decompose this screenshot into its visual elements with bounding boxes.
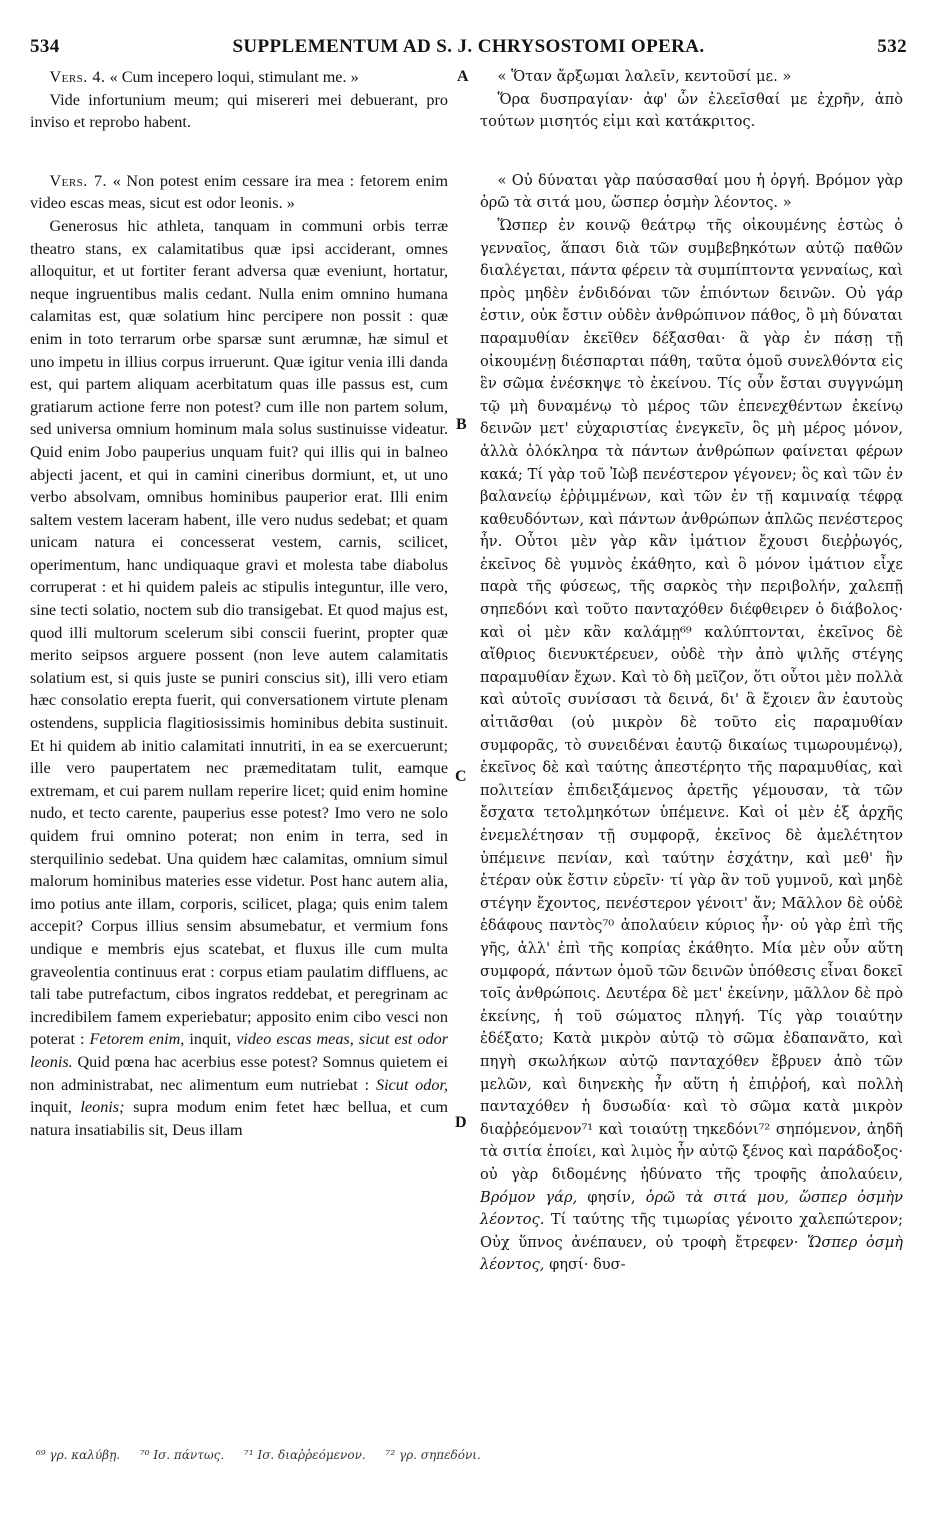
margin-letter-a: A xyxy=(457,68,469,85)
greek-vers7: « Οὐ δύναται γὰρ παύσασθαί μου ἡ ὀργή. Βρόμον γὰρ ὁρῶ τὰ σιτά μου, ὥσπερ ὀσμὴν λέοντος. » xyxy=(480,171,903,212)
page-number-right: 532 xyxy=(877,36,907,57)
latin-quote: leonis; xyxy=(80,1098,125,1117)
latin-body-text: Quid pœna hac acerbius esse potest? Somnus quietem ei non administrabat, nec alimentum eum nutriebat : xyxy=(30,1052,449,1094)
footnote: ⁷⁰ Ισ. πάντως. xyxy=(139,1448,225,1462)
vers-label: Vers. 4. xyxy=(49,68,106,86)
vers-quote: « Cum incepero loqui, stimulant me. » xyxy=(109,68,359,86)
latin-vers7 xyxy=(30,170,448,215)
greek-phesin: φησίν, xyxy=(587,1188,636,1206)
margin-letter-b: B xyxy=(456,416,467,433)
greek-body-text: φησί· δυσ- xyxy=(549,1256,626,1274)
greek-quote: ὁρῶ τὰ σιτά μου, ὥσπερ ὀσμὴν λέοντος. xyxy=(480,1188,903,1229)
latin-body-text: Generosus hic athleta, tanquam in communi orbis terræ theatro stans, ex calamitatibus quæ ipsi acciderant, omnes alloquitur, et ut fortiter ferant adversa quæ eveniunt, hortatur, neque ingruentibus malis cedant. Nulla enim omnino humana calamitas est, quæ solatium hinc percipere non possit : quæ enim in toto terrarum orbe sparsæ sunt ærumnæ, hæ simul et uno impetu in illius corpus irruerunt. Quæ igitur venia illi danda est, qui partem aliquam acerbitatum quas ille passus est, cum gratiarum actione ferre non potest? cum ille non partem solum, sed universa omnium hominum mala solus sustinuisse videatur. Quid enim Jobo pauperius unquam fuit? qui illis qui in balneo abjecti jacent, et qui in camini cineribus dormiunt, et, ut uno verbo absolvam, omnibus hominibus pauperior erat. Illi enim saltem vestem laceram habent, ille vero nudus sedebat; et quam unicam natura ei concesserat vestem, carnis, scilicet, operimentum, hanc undiquaque gravi et molesta tabe diabolus corruperat : et hi quidem paleis ac stipulis integuntur, ille vero, sine tecti solatio, noctem sub dio transigebat. Et quod majus est, quod illi multorum scelerum sibi conscii fuerint, propter quæ merito seipsos arguere possent (non leve autem calamitatis solatium est, si quis juste se puniri conscius sit), illi vero etiam hæc consolatio erepta fuerit, qui conversationem virtute plenam ostendens, supplicia flagitiosissimis hominibus debita sustinuit. Et hi quidem ab initio calamitati innutriti, in ea se exercuerunt; ille vero paupertatem nec præmeditatam tulit, eamque extremam, et cui parem nullam reperire licet; quid enim homine nudo, et tecto carente, pauperius esse potest? Imo vero ne solo quidem frui omnino poterat; non enim in terra, sed in sterquilinio sedebat. Una quidem hæc calamitas, omnium simul malorum hominibus materies esse videtur. Post hanc autem alia, imo potius ante illam, corporis, scilicet, plaga; quis enim talem accepit? Corpus illius sensim absumebatur, et vermium fons undique e membris ejus scatebat, et fluxus ille cum multa graveolentia continuus erat : corpus etiam paulatim diffluens, ac tali tabe putrefactum, cibos ingratos reddebat, et peregrinam ac incredibilem famem experiebatur; apposito enim cibo vesci non poterat : xyxy=(30,216,448,1049)
footnotes xyxy=(36,1448,891,1462)
latin-quote: Fetorem enim, xyxy=(89,1030,185,1049)
greek-quote: Ὥσπερ ὀσμὴ λέοντος, xyxy=(480,1233,903,1274)
running-title: SUPPLEMENTUM AD S. J. CHRYSOSTOMI OPERA. xyxy=(232,36,705,57)
greek-body-text: Τί ταύτης τῆς τιμωρίας γένοιτο χαλεπώτερον; Οὐχ ὕπνος ἀνέπαυεν, οὐ τροφὴ ἔτρεφεν· xyxy=(480,1211,903,1251)
latin-inquit: inquit, xyxy=(189,1030,232,1049)
footnote: ⁷² γρ. σηπεδόνι. xyxy=(385,1448,481,1462)
latin-inquit: inquit, xyxy=(30,1098,72,1117)
greek-column xyxy=(480,66,903,1277)
page-number-left: 534 xyxy=(30,36,60,57)
footnote: ⁶⁹ γρ. καλύβῃ. xyxy=(36,1448,121,1462)
latin-quote: video escas meas, sicut est odor leonis. xyxy=(30,1030,449,1071)
margin-letter-c: C xyxy=(455,768,467,785)
latin-body xyxy=(30,215,448,1141)
margin-letter-d: D xyxy=(455,1114,467,1131)
latin-quote: Sicut odor, xyxy=(375,1075,449,1094)
latin-vers4-comment: Vide infortunium meum; qui misereri mei debuerant, pro inviso et reprobo habent. xyxy=(30,90,448,132)
latin-vers4 xyxy=(30,66,448,89)
vers-label: Vers. 7. xyxy=(49,171,108,190)
latin-body-text: supra modum enim fetet hæc bellua, et cum natura insatiabilis sit, Deus illam xyxy=(30,1098,449,1139)
running-head xyxy=(30,36,907,60)
greek-vers4: « Ὅταν ἄρξωμαι λαλεῖν, κεντοῦσί με. » xyxy=(497,68,792,85)
greek-quote: Βρόμον γάρ, xyxy=(480,1188,578,1206)
latin-column xyxy=(30,66,448,1141)
footnote: ⁷¹ Ισ. διαῤῥεόμενον. xyxy=(244,1448,366,1462)
vers-quote: « Non potest enim cessare ira mea : fetorem enim video escas meas, sicut est odor leonis. » xyxy=(30,171,448,213)
greek-body-text: Ὥσπερ ἐν κοινῷ θεάτρῳ τῆς οἰκουμένης ἑστὼς ὁ γενναῖος, ἅπασι διὰ τῶν συμβεβηκότων αὐτῷ παθῶν διαλέγεται, πάντα φέρειν τὰ συμπίπτοντα γενναίως, καὶ πρὸς μηδὲν ἐνδιδόναι τῶν ἐπιόντων δεινῶν. Οὐ γάρ ἐστιν, οὐκ ἔστιν οὐδὲν ἀνθρώπινον πάθος, ὃ μὴ δύναται παραμυθίαν ἐκεῖθεν δέξασθαι· ἃ γὰρ ἐν πάσῃ τῇ οἰκουμένῃ διέσπαρται πάθη, ταῦτα ὁμοῦ συνελθόντα εἰς ἓν σῶμα ἐνέσκηψε τὸ ἐκείνου. Τίς οὖν ἔσται συγγνώμη τῷ μὴ δυναμένῳ τὸ μέρος τῶν ἐπενεχθέντων ἐκείνῳ δεινῶν μετ' εὐχαριστίας ἐνεγκεῖν, ὃς μὴ μέρος μόνον, ἀλλὰ ὁλόκληρα τὰ πάντων ἀνθρώπων φαίνεται φέρων κακά; Τί γὰρ τοῦ Ἰὼβ πενέστερον γέγονεν; ὃς καὶ τῶν ἐν βαλανείῳ ἐῤῥιμμένων, καὶ τῶν ἐν τῇ καμιναίᾳ τέφρᾳ καθευδόντων, καὶ πάντων ἀνθρώπων ἁπλῶς πενέστερος ἦν. Οὗτοι μὲν γὰρ κἂν ἱμάτιον ἔχουσι διεῤῥωγός, ἐκεῖνος δὲ γυμνὸς ἐκάθητο, καὶ ὃ μόνον ἱμάτιον εἶχε παρὰ τῆς φύσεως, τῆς σαρκὸς τὴν περιβολήν, χαλεπῇ σηπεδόνι καὶ τοῦτο πανταχόθεν διέφθειρεν ὁ διάβολος· καὶ οἱ μὲν κἂν καλάμῃ⁶⁹ καλύπτονται, ἐκεῖνος δὲ αἴθριος διενυκτέρευεν, οὐδὲ τὴν ἀπὸ ψιλῆς στέγης παραμυθίαν ἔχων. Καὶ τὸ δὴ μεῖζον, ὅτι οὗτοι μὲν πολλὰ καὶ αὐτοῖς συνίσασι τὰ δεινά, δι' ἃ ἔχοιεν ἂν ἑαυτοὺς αἰτιᾶσθαι (οὐ μικρὸν δὲ τοῦτο εἰς παραμυθίαν συμφορᾶς, τὸ συνειδέναι ἑαυτῷ δικαίως τιμωρουμένῳ), ἐκεῖνος δὲ καὶ ταύτης ἀπεστέρητο τῆς παραμυθίας, καὶ πολιτείαν ἐπιδειξάμενος ἀρετῆς γέμουσαν, τὰ τῶν ἔσχατα τετολμηκότων ὑπέμεινε. Καὶ οἱ μὲν ἐξ ἀρχῆς ἐνεμελέτησαν τῇ συμφορᾷ, ἐκεῖνος δὲ ἀμελέτητον ὑπέμεινε πενίαν, καὶ ταύτην ἐσχάτην, καὶ μεθ' ἣν ἑτέραν οὐκ ἔστιν εὑρεῖν· τί γὰρ ἂν τοῦ γυμνοῦ, καὶ μηδὲ στέγην ἔχοντος, πενέστερον γένοιτ' ἄν; Μᾶλλον δὲ οὐδὲ ἐδάφους παντὸς⁷⁰ ἀπολαύειν κύριος ἦν· οὐ γὰρ ἐπὶ τῆς γῆς, ἀλλ' ἐπὶ τῆς κοπρίας ἐκάθητο. Μία μὲν οὖν αὕτη συμφορά, πάντων ὁμοῦ τῶν δεινῶν ὑπόθεσις εἶναι δοκεῖ τοῖς ἀνθρώποις. Δευτέρα δὲ μετ' ἐκείνην, μᾶλλον δὲ πρὸ ἐκείνης, ἡ τοῦ σώματος πληγή. Τίς γὰρ τοιαύτην ἐδέξατο; Κατὰ μικρὸν αὐτῷ τὸ σῶμα ἐδαπανᾶτο, καὶ πηγὴ σκωλήκων αὐτῷ πανταχόθεν ἔβρυεν ἀπὸ τῶν μελῶν, καὶ διηνεκὴς ἦν αὕτη ἡ ἐπιῤῥοή, καὶ πολλὴ πανταχόθεν ἡ δυσωδία· καὶ τὸ σῶμα κατὰ μικρὸν διαῤῥεόμενον⁷¹ καὶ τοιαύτῃ τηκεδόνι⁷² σηπόμενον, ἀηδῆ τὰ σιτία ἐποίει, καὶ λιμὸς ἦν αὐτῷ ξένος καὶ παράδοξος· οὐ γὰρ διδομένης ἠδύνατο τῆς τροφῆς ἀπολαύειν, xyxy=(480,216,903,1183)
greek-body xyxy=(480,215,903,1277)
greek-vers4-comment: Ὅρα δυσπραγίαν· ἀφ' ὧν ἐλεεῖσθαί με ἐχρῆν, ἀπὸ τούτων μισητός εἰμι καὶ κατάκριτος. xyxy=(480,90,903,131)
